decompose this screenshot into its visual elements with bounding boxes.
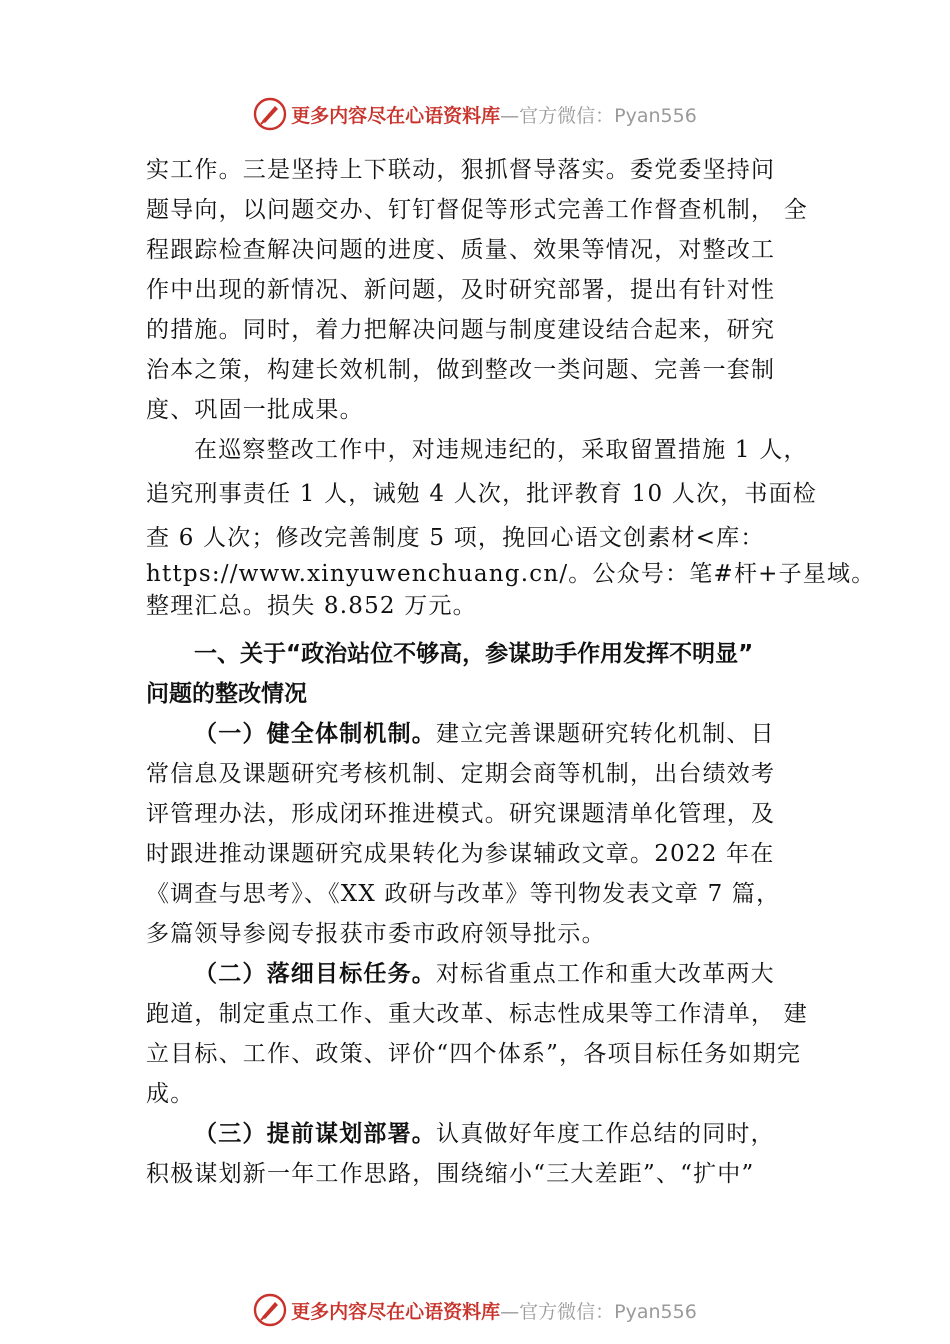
banner-library-text: 更多内容尽在心语资料库 [291, 104, 501, 127]
text-line: 跑道，制定重点工作、重大改革、标志性成果等工作清单， 建 [146, 1001, 808, 1027]
text-line: 立目标、工作、政策、评价“四个体系”，各项目标任务如期完 [146, 1041, 802, 1067]
text-line: https://www.xinyuwenchuang.cn/。公众号：笔#杆+子星域。 [146, 561, 876, 587]
text-line [146, 954, 818, 994]
text-line: 常信息及课题研究考核机制、定期会商等机制，出台绩效考 [146, 761, 776, 787]
text-line: 查 6 人次；修改完善制度 5 项，挽回心语文创素材<库： [146, 525, 765, 551]
text-line: 的措施。同时，着力把解决问题与制度建设结合起来，研究 [146, 317, 776, 343]
logo-icon [253, 97, 287, 131]
subsection-lead: （一）健全体制机制。 [194, 720, 436, 747]
text-line: 在巡察整改工作中，对违规违纪的，采取留置措施 1 人， [194, 437, 808, 463]
text-line: 多篇领导参阅专报获市委市政府领导批示。 [146, 921, 606, 947]
header-watermark-banner [0, 94, 950, 134]
text-line: 作中出现的新情况、新问题，及时研究部署，提出有针对性 [146, 277, 776, 303]
section-heading: 一、关于“政治站位不够高，参谋助手作用发挥不明显” [194, 641, 754, 667]
text-line: 时跟进推动课题研究成果转化为参谋辅政文章。2022 年在 [146, 841, 775, 867]
text-line: 题导向，以问题交办、钉钉督促等形式完善工作督查机制， 全 [146, 197, 808, 223]
text-line: 《调查与思考》、《XX 政研与改革》等刊物发表文章 7 篇， [146, 881, 781, 907]
text-line [146, 714, 818, 754]
banner-library-text: 更多内容尽在心语资料库 [291, 1300, 501, 1323]
text-line: 成。 [146, 1081, 195, 1107]
subsection-lead: （三）提前谋划部署。 [194, 1120, 436, 1147]
text-line [146, 1114, 818, 1154]
document-body [146, 150, 876, 1194]
subsection-lead: （二）落细目标任务。 [194, 960, 436, 987]
text-line: 评管理办法，形成闭环推进模式。研究课题清单化管理，及 [146, 801, 776, 827]
section-heading: 问题的整改情况 [146, 681, 307, 707]
text-line: 度、巩固一批成果。 [146, 397, 364, 423]
banner-wechat-text: —官方微信：Pyan556 [500, 104, 697, 127]
text-line: 程跟踪检查解决问题的进度、质量、效果等情况，对整改工 [146, 237, 776, 263]
footer-watermark-banner [0, 1290, 950, 1330]
banner-wechat-text: —官方微信：Pyan556 [500, 1300, 697, 1323]
text-run: 认真做好年度工作总结的同时， [436, 1121, 775, 1147]
text-line: 追究刑事责任 1 人，诫勉 4 人次，批评教育 10 人次，书面检 [146, 481, 817, 507]
text-line: 实工作。三是坚持上下联动，狠抓督导落实。委党委坚持问 [146, 157, 776, 183]
logo-icon [253, 1293, 287, 1327]
text-line: 治本之策，构建长效机制，做到整改一类问题、完善一套制 [146, 357, 776, 383]
text-line: 整理汇总。损失 8.852 万元。 [146, 593, 477, 619]
text-line: 积极谋划新一年工作思路，围绕缩小“三大差距”、“扩中” [146, 1161, 755, 1187]
text-run: 建立完善课题研究转化机制、日 [436, 721, 775, 747]
text-run: 对标省重点工作和重大改革两大 [436, 961, 775, 987]
